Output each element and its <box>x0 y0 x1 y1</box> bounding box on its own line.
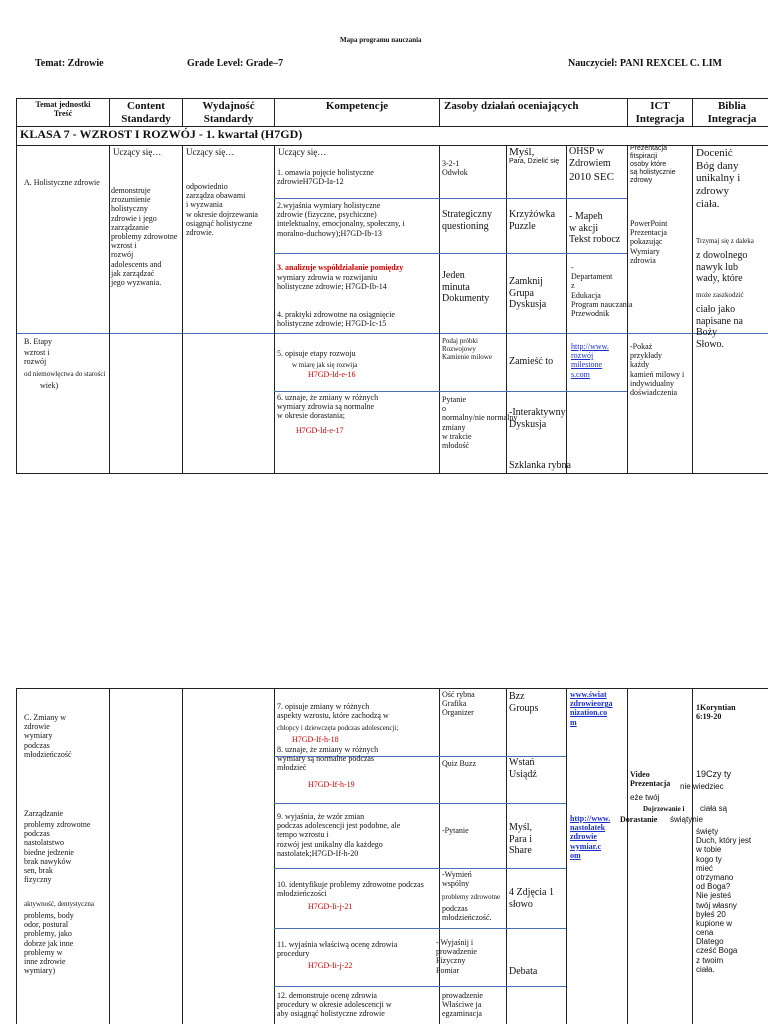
resource-pair-share: Para, Dzielić się <box>509 158 560 165</box>
t1-rowA-bottom <box>16 333 768 334</box>
bible-text: święty Duch, który jest w tobie kogo ty mieć otrzymano od Boga? Nie jesteś twój własny byłeś 20 kupione w cena Dlatego cześć Boga z twoim ciała. <box>696 827 752 974</box>
competency-5: 5. opisuje etapy rozwoju <box>277 349 356 358</box>
link-teen-health[interactable]: http://www. nastolatek zdrowie wymiar.c om <box>570 814 611 860</box>
ict-puberty-2: ciała są <box>700 804 728 813</box>
topic-b: B. Etapy <box>24 337 52 346</box>
bible-19: 19Czy ty <box>696 769 732 779</box>
competency-6-code: H7GD-Id-e-17 <box>296 426 344 435</box>
competency-2: 2.wyjaśnia wymiary holistyczne zdrowie (fizyczne, psychiczne) intelektualny, emocjonalny, społeczny, i moralno-duchowy);H7GD-Ib-13 <box>277 201 405 238</box>
t2-col-line-6 <box>566 688 567 1024</box>
ict-show-examples: -Pokaż przykłady każdy kamień milowy i indywidualny doświadczenia <box>630 342 685 397</box>
t2-col-line-2 <box>182 688 183 1024</box>
competency-7-code: H7GD-If-h-18 <box>292 735 339 744</box>
teacher-label: Nauczyciel: PANI REXCEL C. LIM <box>568 58 722 69</box>
resource-debate: Debata <box>509 966 538 977</box>
ict-video-2: nie wiedziec <box>680 782 724 791</box>
resource-crossword: Krzyżówka Puzzle <box>509 209 556 232</box>
performance-standard-a: odpowiednio zarządza obawami i wyzwania w okresie dojrzewania osiągnąć holistyczne zdrowie. <box>186 182 258 237</box>
topic-b-3: od niemowlęctwa do starości <box>24 370 106 378</box>
header-competencies: Kompetencje <box>325 100 389 112</box>
bible-may-harm: może zaszkodzić <box>696 291 744 299</box>
competency-5-sub: w miarę jak się rozwija <box>292 361 358 369</box>
resource-deped: - Departament z Edukacja Program nauczania Przewodnik <box>571 263 633 318</box>
resource-list-common: -Wymień wspólny <box>442 870 472 889</box>
t1-col-line-4b <box>439 145 440 473</box>
bible-habits: z dowolnego nawyk lub wady, które <box>696 250 748 284</box>
competency-10: 10. identyfikuje problemy zdrowotne podczas młodzieńczości <box>277 880 424 899</box>
bible-stay-away: Trzymaj się z daleka <box>696 237 754 245</box>
topic-c-4: problems, body odor, postural problemy, jako dobrze jak inne problemy w inne zdrowie wymiary) <box>24 911 74 976</box>
competency-10-code: H7GD-Ii-j-21 <box>308 902 353 911</box>
ict-powerpoint: PowerPoint Prezentacja pokazując Wymiary zdrowia <box>630 219 668 265</box>
topic-c-3: aktywność, dentystyczna <box>24 900 94 908</box>
topic-a: A. Holistyczne zdrowie <box>24 178 100 187</box>
resource-think: Myśl, <box>509 146 535 158</box>
header-performance-standards: Wydajność Standardy <box>202 100 255 125</box>
ict-growing-up: Dorastanie <box>620 815 658 824</box>
t2-top-border <box>16 688 768 689</box>
competency-7-sub: chłopcy i dziewczęta podczas adolescencji; <box>277 724 399 732</box>
resource-quiz-buzz: Quiz Buzz <box>442 759 476 768</box>
t2-row-2 <box>274 803 566 804</box>
header-content-standards: Content Standardy <box>121 100 171 125</box>
header-bible: Biblia Integracja <box>707 100 757 125</box>
competency-8-code: H7GD-If-h-19 <box>308 780 355 789</box>
t1-col-line-8b <box>692 145 693 473</box>
t1-col-line-4 <box>439 98 440 126</box>
resource-fishbone: Ość rybna Grafika Organizer <box>442 690 475 718</box>
resource-one-minute: Jeden minuta Dokumenty <box>442 270 490 304</box>
t1-col-line-6 <box>566 145 567 473</box>
t2-row-4 <box>274 928 566 929</box>
resource-buzz-groups: Bzz Groups <box>509 691 539 714</box>
competency-11: 11. wyjaśnia właściwą ocenę zdrowia procedury <box>277 940 398 959</box>
t2-col-line-0 <box>16 688 17 1024</box>
resource-question-normal: Pytanie o normalny/nie normalny zmiany w trakcie młodość <box>442 395 518 450</box>
t1-comp-row-2 <box>274 253 627 254</box>
t1-top-border <box>16 98 768 99</box>
ict-temples: świątynie <box>670 815 703 824</box>
t1-col-line-1b <box>109 145 110 473</box>
t2-col-line-7 <box>627 688 628 1024</box>
resource-self-exam: prowadzenie Właściwe ja egzaminacja <box>442 991 483 1019</box>
header-topic: Temat jednostki Treść <box>35 100 91 119</box>
content-standard-a: demonstruje zrozumienie holistyczny zdrowie i jego zarządzanie problemy zdrowotne wzrost i rozwój adolescents and jak zarządzać jego wyzwania. <box>111 186 178 287</box>
competency-6: 6. uznaje, że zmiany w różnych wymiary zdrowia są normalne w okresie dorastania; <box>277 393 379 421</box>
learner-col2: Uczący się… <box>113 147 162 157</box>
learner-col3: Uczący się… <box>186 147 235 157</box>
bible-appreciate: Docenić Bóg dany unikalny i zdrowy ciała. <box>696 147 741 210</box>
resource-group-discussion: Zamknij Grupa Dyskusja <box>509 276 547 310</box>
resource-think-pair-share: Myśl, Para i Share <box>509 822 533 856</box>
section-title: KLASA 7 - WZROST I ROZWÓJ - 1. kwartał (H7GD) <box>20 127 303 141</box>
competency-9: 9. wyjaśnia, że wzór zmian podczas adolescencji jest podobne, ale tempo wzrostu i rozwój jest unikalny dla każdego nastolatek;H7GD-If-h-20 <box>277 812 401 858</box>
t2-col-line-1 <box>109 688 110 1024</box>
resource-post-it: Zamieść to <box>509 356 554 367</box>
t2-row-5 <box>274 986 566 987</box>
resource-ohsp: OHSP w Zdrowiem <box>569 146 611 169</box>
competency-12: 12. demonstruje ocenę zdrowia procedury w okresie adolescencji w aby osiągnąć holistyczne zdrowie <box>277 991 392 1019</box>
ict-fitspiration: Prezentacja fitspiracji osoby które są holistycznie zdrowy <box>630 145 676 185</box>
t1-bottom-border <box>16 473 768 474</box>
resource-321: 3-2-1 Odwłok <box>442 159 468 178</box>
header-assessment-resources: Zasoby działań oceniających <box>444 100 579 112</box>
t1-col-line-2b <box>182 145 183 473</box>
bible-corinthians: 1Koryntian 6:19-20 <box>696 703 736 722</box>
t2-col-line-3 <box>274 688 275 1024</box>
competency-7: 7. opisuje zmiany w różnych aspekty wzrostu, które zachodzą w <box>277 702 389 721</box>
link-world-health[interactable]: www.świat zdrowieorga nization.co m <box>570 690 613 727</box>
header-ict: ICT Integracja <box>635 100 685 125</box>
grade-label: Grade Level: Grade–7 <box>187 58 284 69</box>
resource-4-pics: 4 Zdjęcia 1 słowo <box>509 887 554 910</box>
document-title: Mapa programu nauczania <box>340 36 422 44</box>
topic-c-management: Zarządzanie <box>24 809 64 818</box>
resource-mapeh: - Mapeh w akcji Tekst robocz <box>569 211 621 245</box>
competency-3: wymiary zdrowia w rozwijaniu holistyczne zdrowie; H7GD-Ib-14 <box>277 273 387 292</box>
resource-milestones: Podaj próbki Rozwojowy Kamienie milowe <box>442 337 492 362</box>
ict-video-3: eże twój <box>630 793 660 802</box>
t2-col-line-5 <box>506 688 507 1024</box>
topic-b-4: wiek) <box>40 381 59 390</box>
topic-c: C. Zmiany w zdrowie wymiary podczas młodzieńczość <box>24 713 72 759</box>
resource-question: -Pytanie <box>442 826 469 835</box>
resource-fishbowl: Szklanka rybna <box>509 460 571 471</box>
t2-col-line-8 <box>692 688 693 1024</box>
competency-8: 8. uznaje, że zmiany w różnych wymiary są normalne podczas młodzieć <box>277 745 379 773</box>
t1-col-line-3b <box>274 145 275 473</box>
resource-list-common-2: podczas młodzieńczość. <box>442 904 492 923</box>
resource-list-common-sub: problemy zdrowotne <box>442 893 501 901</box>
t1-col-line-0 <box>16 98 17 473</box>
bible-word: ciało jako napisane na Boży Słowo. <box>696 304 743 350</box>
topic-label: Temat: Zdrowie <box>35 58 104 69</box>
t1-comp-row-1 <box>274 198 627 199</box>
t2-row-3 <box>274 868 566 869</box>
resource-stand-sit: Wstań Usiądź <box>509 757 537 780</box>
topic-b-2: wzrost i rozwój <box>24 348 50 367</box>
t1-comp-row-3 <box>274 391 627 392</box>
resource-strategic-questioning: Strategiczny questioning <box>442 209 492 232</box>
resource-explain-measure: - Wyjaśnij i prowadzenie Fizyczny Pomiar <box>436 938 477 975</box>
competency-1: 1. omawia pojęcie holistyczne zdrowieH7GD-Ia-12 <box>277 168 374 187</box>
link-milestones[interactable]: http://www. rozwój milestone s.com <box>571 342 609 379</box>
competency-3-title: 3. analizuje współdziałanie pomiędzy <box>277 263 404 272</box>
competency-4: 4. praktyki zdrowotne na osiągnięcie holistyczne zdrowie; H7GD-Ic-15 <box>277 310 395 329</box>
ict-video: Video Prezentacja <box>630 770 671 789</box>
competency-5-code: H7GD-Id-e-16 <box>308 370 356 379</box>
competency-11-code: H7GD-Ii-j-22 <box>308 961 353 970</box>
ict-puberty: Dojrzewanie i <box>643 805 685 813</box>
topic-c-2: problemy zdrowotne podczas nastolatstwo biedne jedzenie brak nawyków sen, brak fizyczny <box>24 820 91 885</box>
resource-sec: 2010 SEC <box>569 171 614 183</box>
resource-interactive: -Interaktywny Dyskusja <box>509 407 566 430</box>
learner-col4: Uczący się… <box>278 147 327 157</box>
